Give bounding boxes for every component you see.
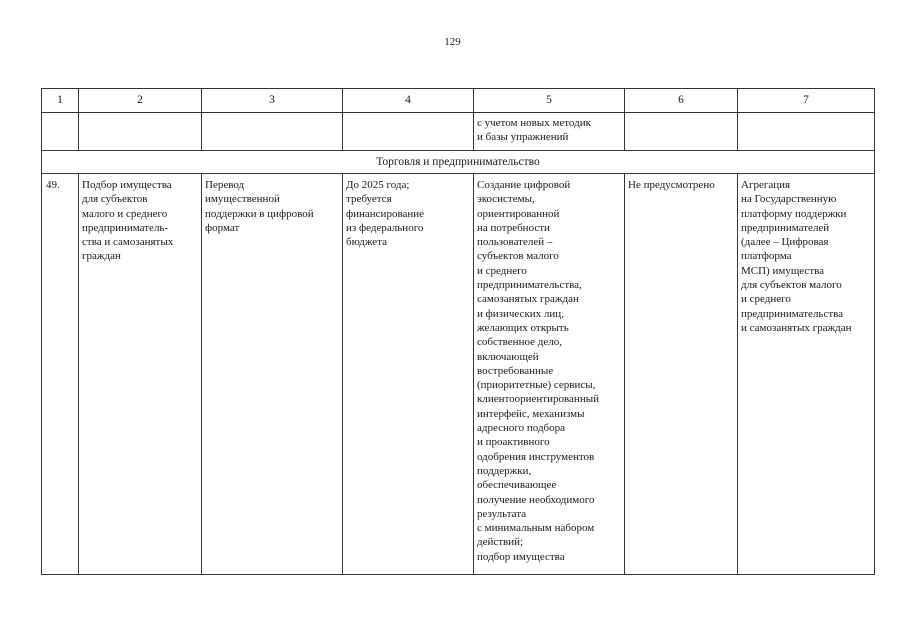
column-header: 6 [625,89,738,113]
table-cell [625,113,738,151]
column-header: 5 [474,89,625,113]
description-cell: Создание цифровой экосистемы, ориентированной на потребности пользователей – субъектов малого и среднего предпринимательства, самозанятых граждан и физических лиц, желающих открыть собственное дело, включающей востребованные (приоритетные) сервисы, клиентоориентированный интерфейс, механизмы адресного подбора и проактивного одобрения инструментов поддержки, обеспечивающее получение необходимого результата с минимальным набором действий; подбор имущества [474,174,625,575]
section-row [42,151,875,174]
continuation-row [42,113,875,151]
table-cell [738,113,875,151]
deadline-cell: До 2025 года; требуется финансирование из федерального бюджета [343,174,474,575]
page-number: 129 [444,36,461,48]
table-cell [202,113,343,151]
column-header-row [42,89,875,113]
row-number: 49. [42,174,79,575]
table-cell [42,113,79,151]
table-cell: с учетом новых методик и базы упражнений [474,113,625,151]
column-header: 4 [343,89,474,113]
column-header: 1 [42,89,79,113]
section-title: Торговля и предпринимательство [42,151,875,174]
column-7-cell: Агрегация на Государственную платформу поддержки предпринимателей (далее – Цифровая платформа МСП) имущества для субъектов малого и среднего предпринимательства и самозанятых граждан [738,174,875,575]
measure-cell: Перевод имущественной поддержки в цифровой формат [202,174,343,575]
table-cell [79,113,202,151]
table-row [42,174,875,575]
item-name-cell: Подбор имущества для субъектов малого и среднего предприниматель- ства и самозанятых граждан [79,174,202,575]
column-6-cell: Не предусмотрено [625,174,738,575]
table-cell [343,113,474,151]
document-table [41,88,875,575]
column-header: 2 [79,89,202,113]
column-header: 7 [738,89,875,113]
column-header: 3 [202,89,343,113]
